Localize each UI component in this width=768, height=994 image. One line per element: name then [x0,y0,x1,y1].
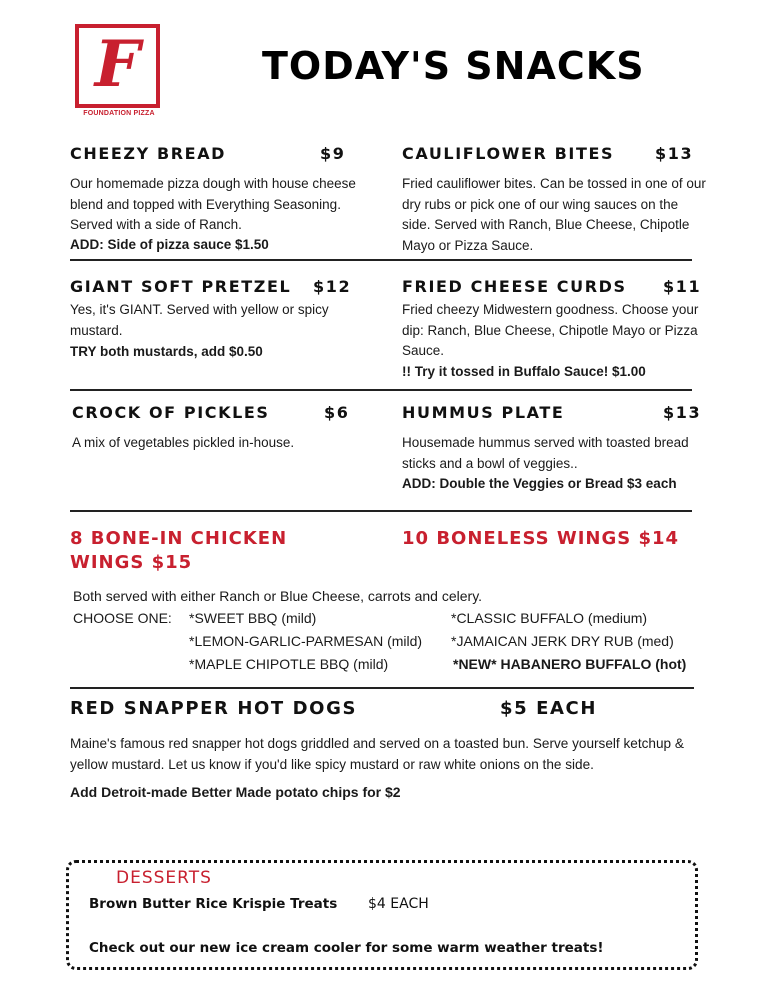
choose-one-label: CHOOSE ONE: [73,610,172,626]
item-name-giant-pretzel: GIANT SOFT PRETZEL [70,277,292,296]
dessert-item-price: $4 EACH [368,896,429,912]
item-price-hummus-plate: $13 [663,403,702,422]
item-desc-crock-of-pickles: A mix of vegetables pickled in-house. [72,435,295,450]
item-price-crock-of-pickles: $6 [324,403,350,422]
item-desc-giant-pretzel: Yes, it's GIANT. Served with yellow or spicy mustard. [70,302,329,338]
sauce-option: *CLASSIC BUFFALO (medium) [451,610,648,626]
new-sauce-name: HABANERO BUFFALO (hot) [500,656,687,672]
page-title: TODAY'S SNACKS [262,44,645,88]
item-name-cheezy-bread: CHEEZY BREAD [70,144,227,163]
item-desc-cheese-curds: Fried cheezy Midwestern goodness. Choose your dip: Ranch, Blue Cheese, Chipotle Mayo or Pizza Sauce. [402,302,699,358]
item-desc-cheezy-bread: Our homemade pizza dough with house cheese blend and topped with Everything Seasoning. Served with a side of Ranch. [70,176,356,232]
item-name-crock-of-pickles: CROCK OF PICKLES [72,403,270,422]
sauce-option-new [453,654,686,675]
divider [70,259,692,261]
sauce-option: *JAMAICAN JERK DRY RUB (med) [451,633,674,649]
desserts-heading: DESSERTS [116,868,212,888]
item-note-cheezy-bread: ADD: Side of pizza sauce $1.50 [70,237,269,252]
hotdogs-desc: Maine's famous red snapper hot dogs griddled and served on a toasted bun. Serve yourself ketchup & yellow mustard. Let us know if you'd like spicy mustard or raw white onions on the side. [70,736,684,772]
item-name-cauliflower-bites: CAULIFLOWER BITES [402,144,615,163]
item-desc-hummus-plate: Housemade hummus served with toasted bread sticks and a bowl of veggies.. [402,435,689,471]
dessert-item-name: Brown Butter Rice Krispie Treats [89,896,338,912]
sauce-option: *SWEET BBQ (mild) [189,610,317,626]
item-name-hummus-plate: HUMMUS PLATE [402,403,565,422]
item-name-cheese-curds: FRIED CHEESE CURDS [402,277,627,296]
divider [70,687,694,689]
hotdogs-note: Add Detroit-made Better Made potato chips for $2 [70,784,401,800]
sauce-option: *LEMON-GARLIC-PARMESAN (mild) [189,633,423,649]
hotdogs-heading: RED SNAPPER HOT DOGS [70,698,358,719]
desserts-note: Check out our new ice cream cooler for some warm weather treats! [89,940,604,956]
item-price-cheezy-bread: $9 [320,144,346,163]
sauce-option: *MAPLE CHIPOTLE BBQ (mild) [189,656,389,672]
logo-text: FOUNDATION PIZZA [83,110,155,117]
wings-desc: Both served with either Ranch or Blue Cheese, carrots and celery. [73,588,483,604]
new-tag: *NEW* [453,656,497,672]
divider [70,510,692,512]
item-desc-cauliflower-bites: Fried cauliflower bites. Can be tossed in one of our dry rubs or pick one of our wing sauces on the side. Served with Ranch, Blue Cheese, Chipotle Mayo or Pizza Sauce. [402,176,706,253]
divider [70,389,692,391]
item-price-cheese-curds: $11 [663,277,702,296]
boneless-wings-heading: 10 BONELESS WINGS $14 [402,528,680,549]
logo [75,24,160,108]
bone-in-wings-heading: 8 BONE-IN CHICKEN WINGS $15 [70,528,288,573]
hotdogs-price: $5 EACH [500,698,598,719]
item-price-cauliflower-bites: $13 [655,144,694,163]
item-note-hummus-plate: ADD: Double the Veggies or Bread $3 each [402,476,677,491]
item-note-giant-pretzel: TRY both mustards, add $0.50 [70,344,263,359]
item-note-cheese-curds: !! Try it tossed in Buffalo Sauce! $1.00 [402,364,646,379]
logo-letter: F [94,27,141,102]
item-price-giant-pretzel: $12 [313,277,352,296]
